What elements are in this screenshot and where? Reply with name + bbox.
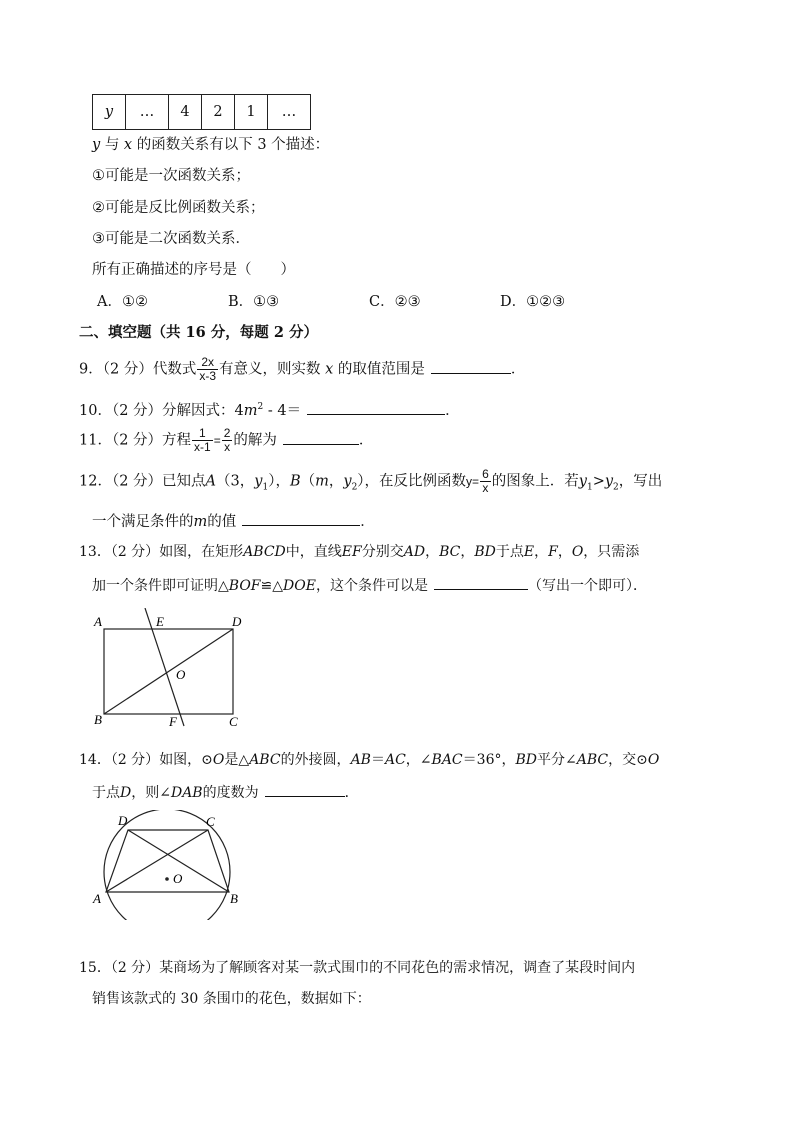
question-score: （2 分） [110,752,160,768]
text: ． [358,432,374,449]
var-y: y [92,137,101,153]
var-x: x [123,137,133,153]
question-13 [79,542,639,562]
label-c: C [206,814,215,829]
label-b: B [230,891,238,906]
question-11 [79,427,373,454]
text: 已知点 [162,473,206,490]
q8-intro [92,135,329,155]
answer-blank[interactable] [242,510,360,526]
subscript: 1 [262,482,269,493]
question-score: （2 分） [111,402,163,419]
table-cell: 1 [235,95,268,130]
option-d[interactable] [500,292,565,312]
q8-description-1 [92,166,250,186]
text: - 4＝ [263,402,302,419]
function-lhs: y= [466,474,480,489]
text: 的函数关系有以下 3 个描述： [136,137,330,153]
text: ，写出 [618,473,663,490]
point-o: O [571,544,584,560]
text: ， [460,544,475,560]
triangle-doe: DOE [283,578,316,594]
label-o: O [176,667,186,682]
text: ＝ [370,752,385,768]
option-label: C． [369,294,395,310]
text: ， [557,544,572,560]
text: ， [425,544,440,560]
point-e: E [523,544,535,560]
text: （写出一个即可）． [527,578,647,594]
text: ，∠ [405,752,432,768]
text: 的度数为 [202,785,259,801]
text: ，则∠ [131,785,171,801]
circled-number: ② [92,200,105,216]
label-b: B [94,712,102,727]
text: 是△ [224,752,250,768]
denominator: x-1 [194,440,211,454]
var-x: x [325,361,334,378]
label-d: D [232,614,242,629]
question-14-line-2 [92,781,359,803]
label-e: E [156,614,164,629]
question-number: 13． [79,544,111,560]
text: 平分∠ [537,752,577,768]
diagonal-bd [104,629,233,714]
angle-bac: BAC [431,752,463,768]
text: ，这个条件可以是 [315,578,428,594]
triangle-bof: BOF [228,578,261,594]
seg-bd: BD [515,752,537,768]
quadrilateral-abcd [106,830,229,892]
seg-ad: AD [403,544,426,560]
var-y: y [343,473,352,490]
text: 有意义，则实数 [219,361,321,378]
option-b[interactable] [228,292,279,312]
question-9 [79,356,525,383]
circled-number: ③ [92,231,105,247]
denominator: x-3 [199,369,216,383]
var-y: y [578,473,587,490]
numerator: 1 [192,427,213,441]
var-m: m [315,473,329,490]
question-score: （2 分） [111,473,163,490]
question-number: 10． [79,402,112,419]
question-14 [79,750,659,770]
line-ef: EF [341,544,362,560]
text: 可能是反比例函数关系； [105,200,265,216]
question-15 [79,958,635,978]
question-score: （2 分） [110,544,160,560]
text: ， [328,473,344,490]
question-10 [79,397,460,421]
triangle-abc: ABC [249,752,281,768]
point-o: O [647,752,660,768]
text: 代数式 [152,361,197,378]
point-o: O [212,752,225,768]
angle-abc: ABC [576,752,609,768]
answer-blank[interactable] [283,429,359,445]
text: 中，直线 [285,544,342,560]
text: ， [534,544,549,560]
text: 的解为 [233,432,277,449]
question-15-line-2: 销售该款式的 30 条围巾的花色，数据如下： [92,991,371,1007]
option-label: D． [500,294,527,310]
numerator: 2x [197,356,218,370]
denominator: x [224,440,231,454]
value-table [92,94,311,130]
fraction [192,427,213,454]
point-b: B [289,473,301,490]
equals: = [213,433,221,448]
greater-than: > [592,473,605,490]
fraction [480,468,491,495]
text: 于点 [495,544,524,560]
question-number: 11． [79,432,112,449]
superscript: 2 [257,402,264,412]
text: 于点 [92,785,120,801]
text: ，只需添 [583,544,640,560]
option-label: A． [97,294,122,310]
answer-blank[interactable] [307,399,445,415]
seg-ac: AC [384,752,406,768]
text: ． [510,361,526,378]
text: 某商场为了解顾客对某一款式围巾的不同花色的需求情况，调查了某段时间内 [159,960,636,976]
question-13-line-2 [92,574,647,596]
option-value: ②③ [394,294,421,310]
point-d: D [120,785,132,801]
option-value: ①③ [253,294,280,310]
var-y: y [604,473,614,490]
q8-question: 所有正确描述的序号是（ ） [92,262,295,278]
text: 一个满足条件的 [92,514,194,530]
option-value: ①② [121,294,148,310]
fraction [197,356,218,383]
option-a[interactable] [97,292,148,312]
denominator: x [482,481,489,495]
text: 的外接圆， [280,752,351,768]
figure-circle [88,810,248,920]
question-number: 15． [79,960,111,976]
table-cell: 2 [202,95,235,130]
text: 如图，⊙ [159,752,213,768]
text: ）， [357,473,380,490]
table-cell: 4 [169,95,202,130]
text: ＝36°， [462,752,516,768]
text: （ [300,473,316,490]
var-m: m [193,514,208,530]
text: 的取值范围是 [337,361,425,378]
section-title: 二、填空题（共 16 分，每题 2 分） [79,324,318,341]
text: ． [445,402,460,419]
text: ≌△ [260,578,284,594]
table-row-label: y [93,95,126,130]
subscript: 2 [613,482,619,493]
option-c[interactable] [369,292,421,312]
var-y: y [254,473,263,490]
chord-ac [106,830,208,892]
text: 可能是一次函数关系； [105,168,250,184]
center-dot [165,877,169,881]
figure-rectangle [88,608,258,732]
answer-blank[interactable] [265,781,345,797]
table-row [93,95,311,130]
q8-description-3 [92,229,250,249]
seg-bc: BC [439,544,461,560]
subscript: 2 [351,482,358,493]
fraction [222,427,233,454]
angle-dab: DAB [170,785,203,801]
text: 方程 [162,432,192,449]
label-c: C [229,714,238,729]
text: 如图，在矩形 [159,544,244,560]
answer-blank[interactable] [434,574,528,590]
subscript: 1 [586,482,593,493]
point-f: F [548,544,558,560]
label-a: A [93,891,101,906]
q8-description-2 [92,198,265,218]
text: ，交⊙ [608,752,648,768]
text: 分解因式：4 [162,402,244,419]
text: ． [344,785,359,801]
question-number: 14． [79,752,111,768]
table-cell: … [268,95,311,130]
seg-bd: BD [474,544,496,560]
rect-abcd: ABCD [243,544,286,560]
table-cell: … [126,95,169,130]
numerator: 2 [223,426,231,440]
text: 可能是二次函数关系． [105,231,250,247]
label-o: O [173,871,183,886]
label-d: D [118,813,128,828]
seg-ab: AB [350,752,371,768]
answer-blank[interactable] [431,358,511,374]
text: 分别交 [361,544,404,560]
question-score: （2 分） [102,361,153,378]
text: ）， [268,473,290,490]
var-m: m [243,402,258,419]
text: 加一个条件即可证明△ [92,578,229,594]
label-f: F [169,714,177,729]
text: ． [360,514,375,530]
text: 的值 [207,514,237,530]
point-a: A [205,473,217,490]
label-a: A [94,614,102,629]
option-label: B． [228,294,254,310]
text: 与 [104,137,120,153]
text: 在反比例函数 [379,473,467,490]
question-12 [79,468,662,500]
option-value: ①②③ [526,294,566,310]
question-score: （2 分） [110,960,160,976]
question-number: 12． [79,473,112,490]
numerator: 6 [482,467,489,481]
text: 的图象上．若 [491,473,579,490]
question-12-line-2 [92,510,375,532]
question-number: 9． [79,361,103,378]
question-score: （2 分） [111,432,163,449]
text: （3， [216,473,255,490]
circled-number: ① [92,168,105,184]
